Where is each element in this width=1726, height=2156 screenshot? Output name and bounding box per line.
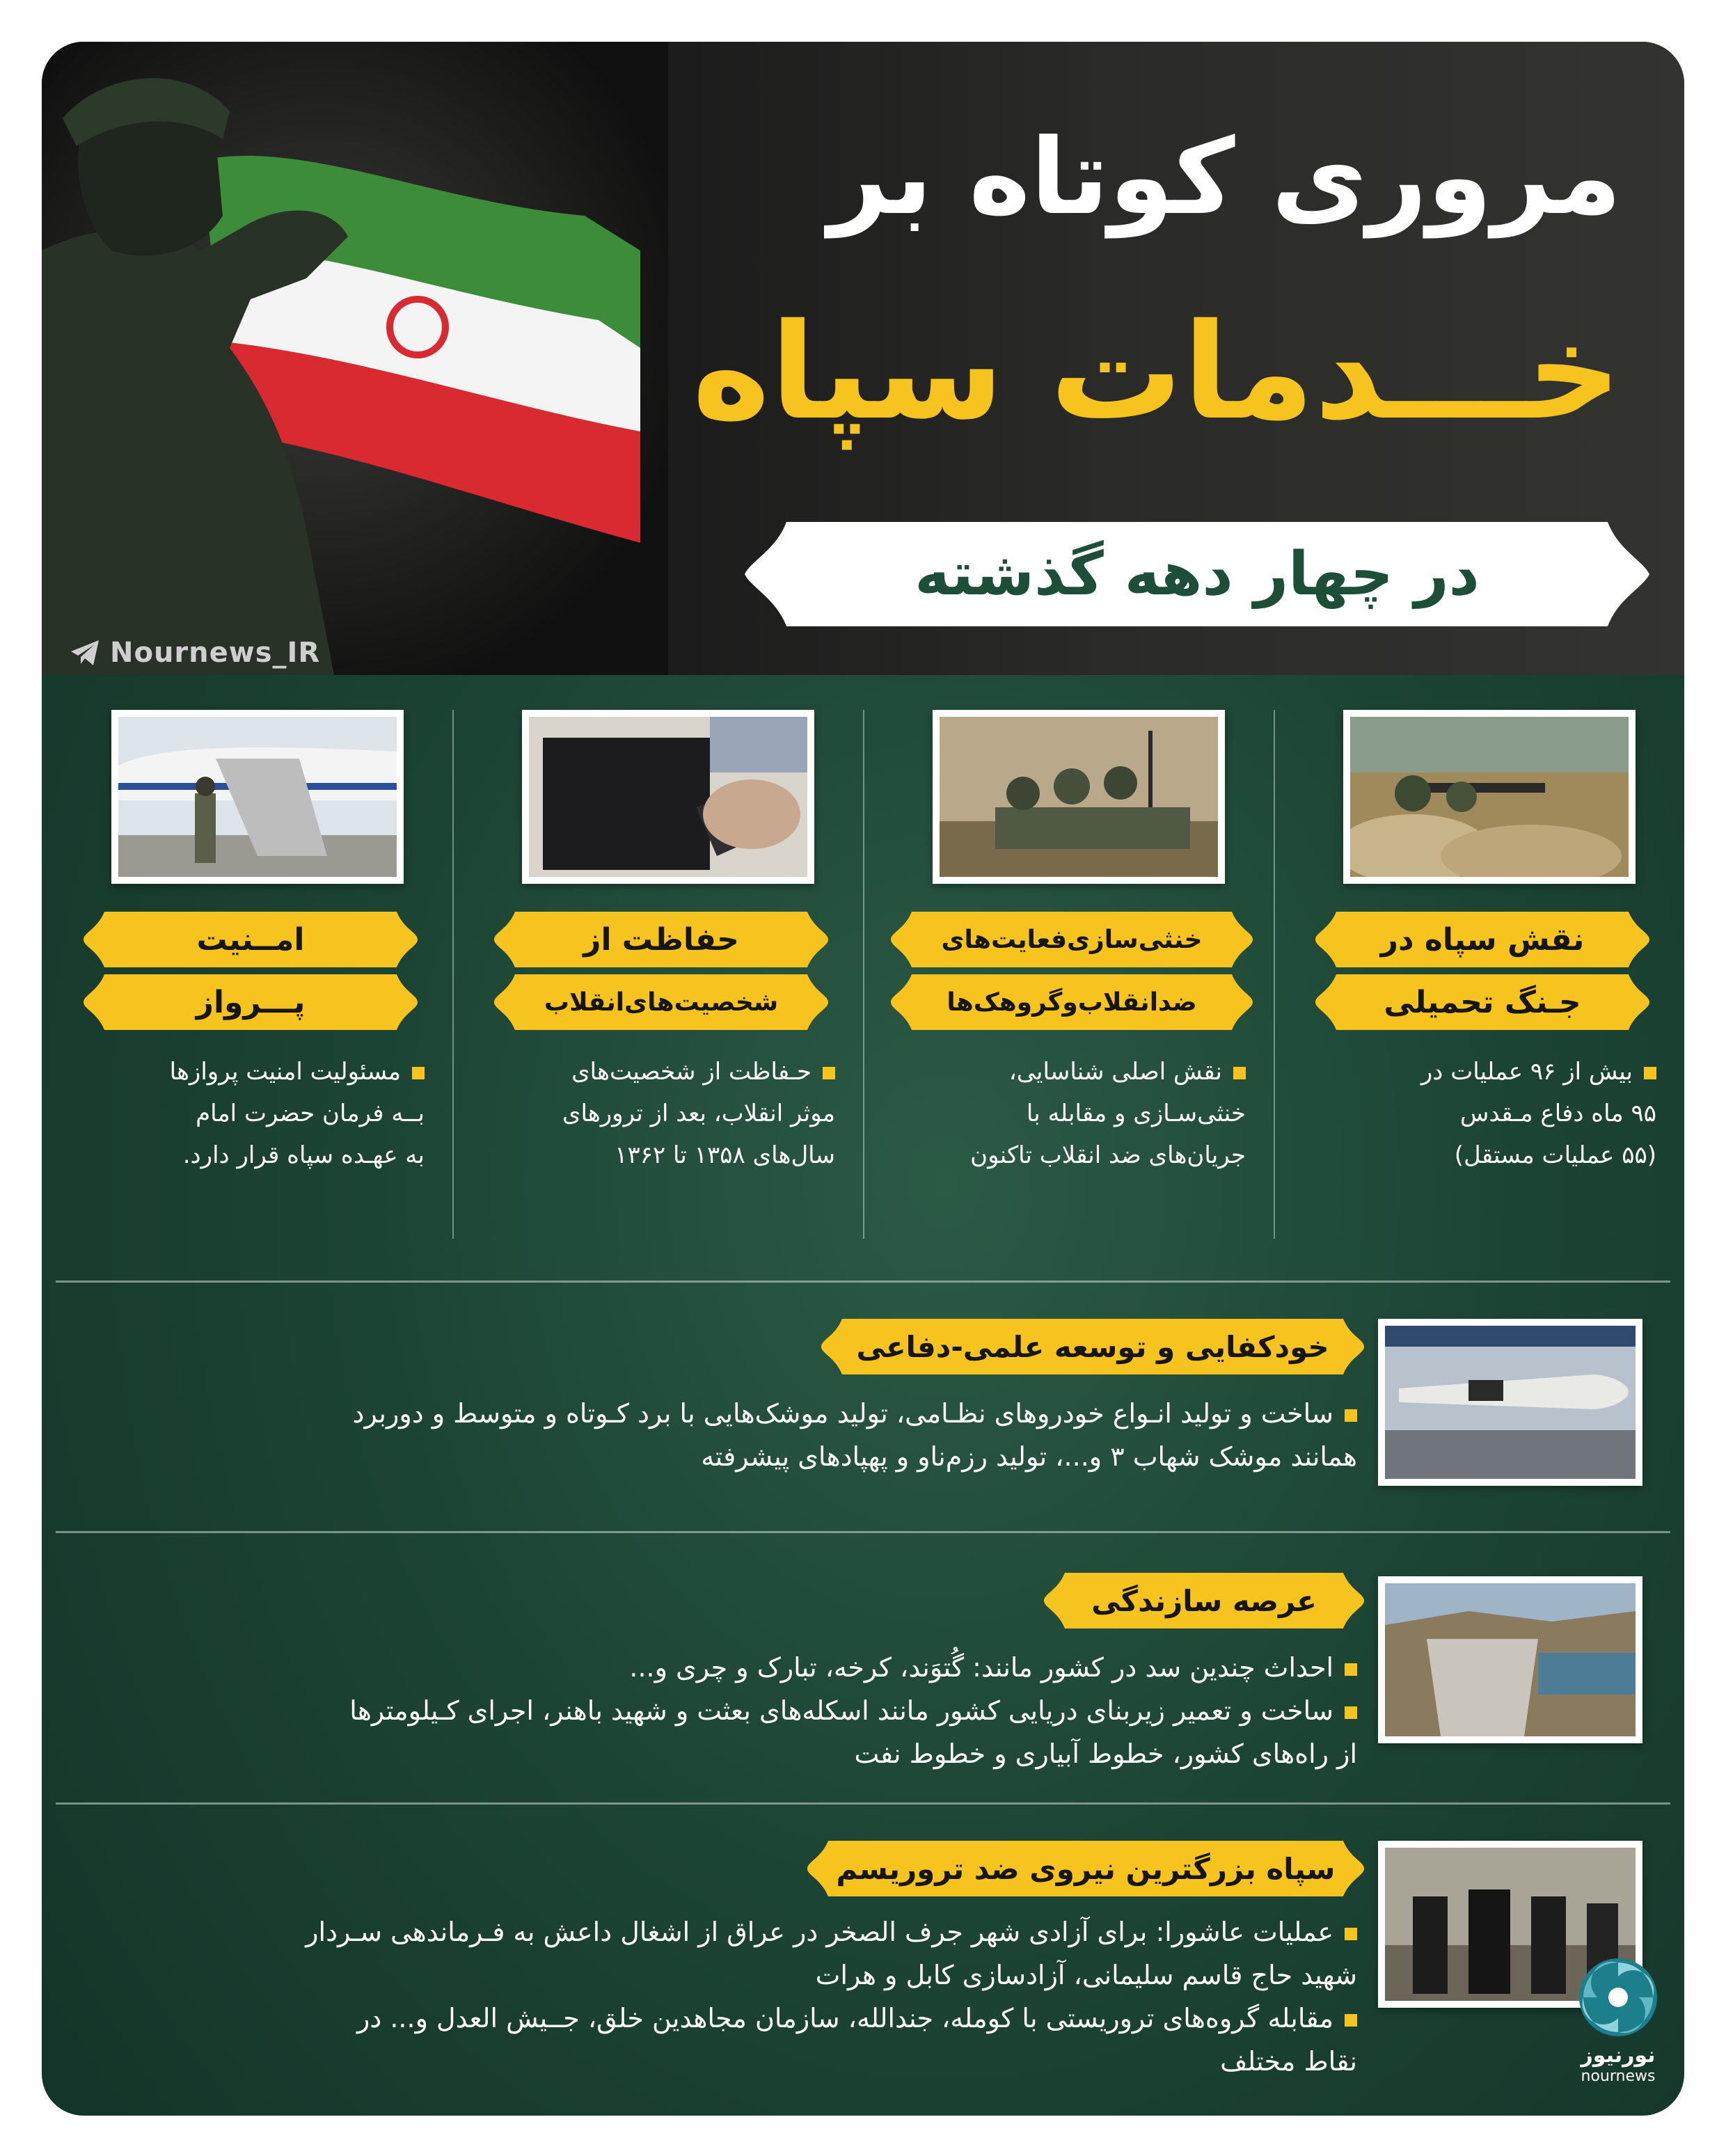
title-line-1: مروری کوتاه بر bbox=[828, 117, 1622, 238]
section-construction bbox=[42, 1531, 1684, 1802]
column-flight-security bbox=[56, 675, 445, 1281]
services-columns bbox=[42, 675, 1684, 1281]
body-line: جریان‌های ضد انقلاب تاکنون bbox=[970, 1141, 1246, 1169]
soldiers-machine-gun-photo bbox=[1343, 710, 1636, 884]
section-heading: عرصه سازندگی bbox=[1091, 1583, 1317, 1618]
body-line: مقابله گروه‌های تروریستی با کومله، جندالله، سازمان مجاهدین خلق، جــیش العدل و... در bbox=[356, 2003, 1333, 2034]
bullet-icon bbox=[1345, 1663, 1357, 1676]
body-line: (۵۵ عملیات مستقل) bbox=[1454, 1141, 1656, 1169]
section-heading: سپاه بزرگترین نیروی ضد تروریسم bbox=[836, 1851, 1336, 1886]
header bbox=[42, 42, 1684, 675]
subtitle-banner bbox=[745, 522, 1649, 626]
column-body bbox=[77, 1051, 425, 1176]
column-war-role bbox=[1288, 675, 1677, 1281]
body-line: بــه فرمان حضرت امام bbox=[196, 1100, 425, 1127]
subtitle: در چهار دهه گذشته bbox=[915, 539, 1480, 609]
column-label-line-1: نقش سپاه در bbox=[1380, 921, 1585, 958]
bodyguard-holster-photo bbox=[522, 710, 814, 884]
section-heading-pill bbox=[807, 1841, 1364, 1896]
missile-photo bbox=[1378, 1319, 1642, 1486]
body-line: احداث چندین سد در کشور مانند: گُتوَند، کرخه، تبارک و چری و... bbox=[629, 1652, 1333, 1683]
column-body bbox=[1308, 1051, 1656, 1176]
body-line: نقش اصلی شناسایی، bbox=[1008, 1058, 1222, 1086]
airplane-boarding-photo bbox=[111, 710, 404, 884]
watermark-text: Nournews_IR bbox=[110, 637, 321, 669]
body-line: از راه‌های کشور، خطوط آبیاری و خطوط نفت bbox=[854, 1738, 1357, 1769]
bullet-icon bbox=[1345, 1706, 1357, 1719]
nournews-logo bbox=[1566, 1956, 1670, 2095]
body-line: به عهـده سپاه قرار دارد. bbox=[182, 1141, 425, 1169]
body-line: حـفاظت از شخصیت‌های bbox=[571, 1058, 811, 1086]
armored-vehicle-soldiers-photo bbox=[933, 710, 1225, 884]
bullet-icon bbox=[1233, 1067, 1246, 1079]
column-label-line-2: شخصیت‌های‌انقلاب bbox=[544, 988, 779, 1017]
section-counter-terrorism bbox=[42, 1802, 1684, 2116]
label-pill-bottom bbox=[891, 974, 1253, 1030]
dam-photo bbox=[1378, 1576, 1642, 1743]
body-line: بیش از ۹۶ عملیات در bbox=[1420, 1058, 1633, 1086]
body-line: نقاط مختلف bbox=[1220, 2046, 1357, 2077]
body-line: عملیات عاشورا: برای آزادی شهر جرف الصخر در عراق از اشغال داعش به فـرماندهی سـردار bbox=[306, 1917, 1333, 1947]
label-pill-bottom bbox=[84, 974, 418, 1030]
label-pill-bottom bbox=[1315, 974, 1649, 1030]
bullet-icon bbox=[1345, 1928, 1357, 1940]
body-line: ۹۵ ماه دفاع مـقدس bbox=[1459, 1100, 1656, 1127]
swirl-logo-icon bbox=[1576, 1956, 1660, 2039]
label-pill-top bbox=[891, 912, 1253, 967]
section-heading-pill bbox=[821, 1319, 1364, 1374]
bullet-icon bbox=[1345, 1409, 1357, 1422]
section-body bbox=[104, 1392, 1357, 1478]
label-pill-top bbox=[494, 912, 828, 967]
section-body bbox=[104, 1646, 1357, 1775]
body-line: ساخت و تعمیر زیربنای دریایی کشور مانند اسکله‌های بعثت و شهید باهنر، اجرای کـیلومترها bbox=[349, 1695, 1333, 1726]
section-heading-pill bbox=[1044, 1573, 1364, 1628]
column-label-line-2: پـــرواز bbox=[196, 984, 306, 1020]
column-label-line-1: امــنیت bbox=[196, 921, 305, 958]
column-divider bbox=[1274, 710, 1275, 1239]
body-line: سال‌های ۱۳۵۸ تا ۱۳۶۲ bbox=[615, 1141, 835, 1169]
title-line-2: خـــدمات سپاه bbox=[692, 295, 1622, 449]
logo-text-en: nournews bbox=[1581, 2068, 1656, 2085]
infographic-card bbox=[42, 42, 1684, 2116]
column-divider bbox=[863, 710, 864, 1239]
body-line: موثر انقلاب، بعد از ترورهای bbox=[562, 1100, 835, 1127]
telegram-watermark bbox=[70, 637, 320, 669]
column-label-line-1: حفاظت از bbox=[583, 921, 739, 958]
section-heading: خودکفایی و توسعه علمی-دفاعی bbox=[856, 1329, 1329, 1364]
bullet-icon bbox=[1644, 1067, 1656, 1079]
bullet-icon bbox=[412, 1067, 425, 1079]
bullet-icon bbox=[1345, 2014, 1357, 2027]
label-pill-top bbox=[1315, 912, 1649, 967]
section-body bbox=[104, 1910, 1357, 2083]
body-line: همانند موشک شهاب ۳ و...، تولید رزم‌ناو و پهپادهای پیشرفته bbox=[701, 1441, 1357, 1472]
column-label-line-2: جـنگ تحمیلی bbox=[1384, 984, 1581, 1020]
column-divider bbox=[452, 710, 454, 1239]
body-line: مسئولیت امنیت پروازها bbox=[169, 1058, 401, 1086]
body-line: ساخت و تولید انـواع خودروهای نظـامی، تولید موشک‌هایی با برد کـوتاه و متوسط و دوربرد bbox=[352, 1398, 1333, 1429]
body-line: خنثی‌سـازی و مقابله با bbox=[1026, 1100, 1246, 1127]
label-pill-bottom bbox=[494, 974, 828, 1030]
column-body bbox=[487, 1051, 835, 1176]
body-line: شهید حاج قاسم سلیمانی، آزادسازی کابل و هرات bbox=[815, 1960, 1357, 1990]
bullet-icon bbox=[823, 1067, 835, 1079]
telegram-icon bbox=[70, 639, 100, 667]
column-figure-protection bbox=[466, 675, 856, 1281]
label-pill-top bbox=[84, 912, 418, 967]
saluting-soldier-flag-image bbox=[42, 42, 668, 675]
logo-text-fa: نورنیوز bbox=[1581, 2043, 1656, 2068]
column-label-line-1: خنثی‌سازی‌فعایت‌های bbox=[941, 925, 1203, 954]
column-body bbox=[898, 1051, 1246, 1176]
column-label-line-2: ضدانقلاب‌وگروهک‌ها bbox=[947, 988, 1197, 1017]
column-counter-revolution bbox=[877, 675, 1267, 1281]
section-self-sufficiency bbox=[42, 1281, 1684, 1531]
